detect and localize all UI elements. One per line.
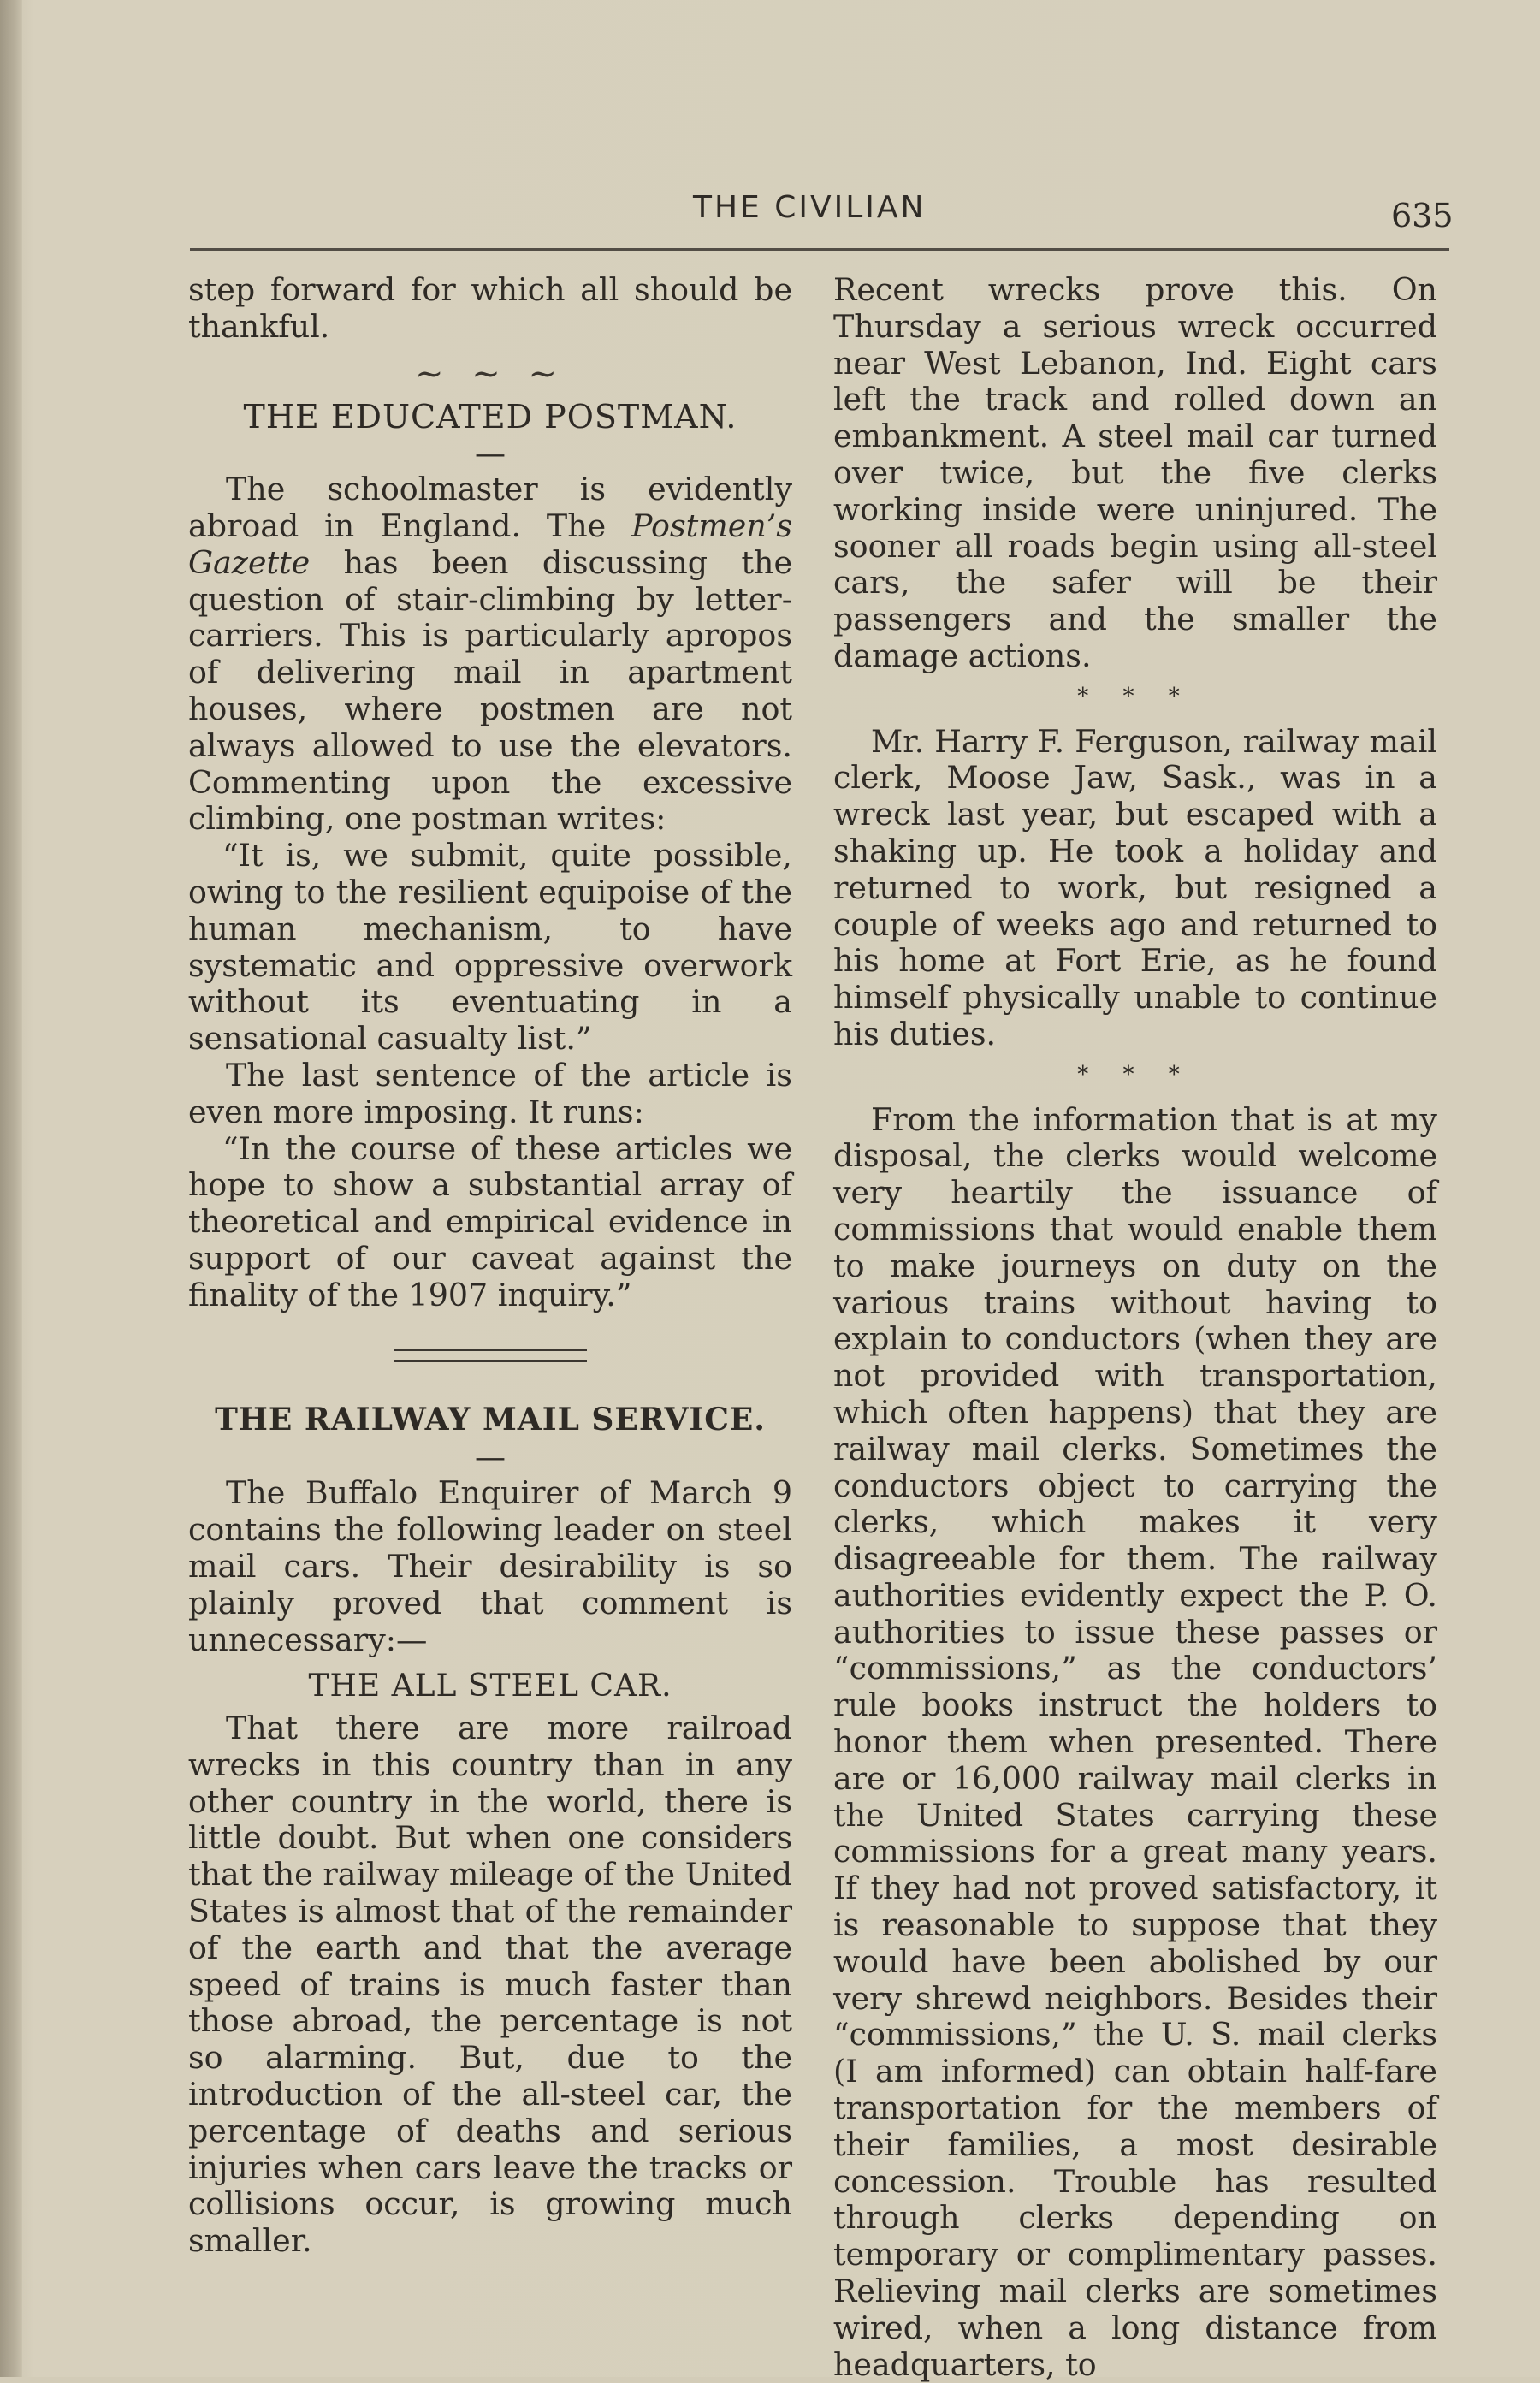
publication-title: Postmen’s Gazette <box>188 507 792 581</box>
header-rule <box>190 248 1449 251</box>
heading-dash: — <box>475 436 506 472</box>
section-separator-stars: * * * <box>1077 683 1194 709</box>
heading-educated-postman: THE EDUCATED POSTMAN. <box>243 398 737 436</box>
heading-railway-mail-service: THE RAILWAY MAIL SERVICE. <box>215 1401 766 1438</box>
heading-dash: — <box>475 1440 506 1476</box>
paragraph-recent-wrecks: Recent wrecks prove this. On Thursday a serious wreck occurred near West Lebanon, Ind. Eight cars left the track and rolled down an embankment. A steel mail car turned over twice, but the five clerks working inside were uninjured. The sooner all roads begin using all-steel cars, the safer will be their passengers and the smaller the damage actions. <box>833 271 1437 674</box>
quote-resilient-equipoise: “It is, we submit, quite possible, owing to the resilient equipoise of the human mechanism, to have systematic and oppressive overwork without its eventuating in a sensational casualty list.” <box>188 837 792 1058</box>
heading-all-steel-car: THE ALL STEEL CAR. <box>308 1669 672 1704</box>
paragraph-last-sentence: The last sentence of the article is even more imposing. It runs: <box>188 1056 792 1130</box>
paragraph-ferguson: Mr. Harry F. Ferguson, railway mail clerk, Moose Jaw, Sask., was in a wreck last year, but escaped with a shaking up. He took a holiday and returned to work, but resigned a couple of weeks ago and returned to his home at Fort Erie, as he found himself physically unable to continue his duties. <box>833 722 1437 1052</box>
running-head: THE CIVILIAN <box>693 190 927 225</box>
section-separator-stars: * * * <box>1077 1061 1194 1088</box>
paragraph-text: has been discussing the question of stair-climbing by letter-carriers. This is particularly apropos of delivering mail in apartment houses, where postmen are not always allowed to use the elevators. Commenting upon the excessive climbing, one postman writes: <box>188 543 792 838</box>
left-column <box>188 272 792 2260</box>
paragraph-schoolmaster <box>188 471 792 838</box>
section-divider <box>394 1349 587 1362</box>
section-flourish: ~ ~ ~ <box>415 353 566 394</box>
right-column <box>833 272 1437 2383</box>
paragraph-text: The schoolmaster is evidently abroad in England. The <box>188 471 792 544</box>
paragraph-buffalo-enquirer: The Buffalo Enquirer of March 9 contains the following leader on steel mail cars. Their desirability is so plainly proved that comment is unnecessary:— <box>188 1474 792 1658</box>
paragraph-continued: step forward for which all should be thankful. <box>188 271 792 345</box>
paragraph-commissions: From the information that is at my disposal, the clerks would welcome very heartily the issuance of commissions that would enable them to make journeys on duty on the various trains without having to explain to conductors (when they are not provided with transportation, which often happens) that they are railway mail clerks. Sometimes the conductors object to carrying the clerks, which makes it very disagreeable for them. The railway authorities evidently expect the P. O. authorities to issue these passes or “commissions,” as the conductors’ rule books instruct the holders to honor them when presented. There are or 16,000 railway mail clerks in the United States carrying these commissions for a great many years. If they had not proved satisfactory, it is reasonable to suppose that they would have been abolished by our very shrewd neighbors. Besides their “commissions,” the U. S. mail clerks (I am informed) can obtain half-fare transportation for the members of their families, a most desirable concession. Trouble has resulted through clerks depending on temporary or complimentary passes. Relieving mail clerks are sometimes wired, when a long distance from headquarters, to <box>833 1100 1437 2383</box>
page-number: 635 <box>1391 197 1454 234</box>
quote-1907-inquiry: “In the course of these articles we hope to show a substantial array of theoretical and empirical evidence in support of our caveat against the finality of the 1907 inquiry.” <box>188 1129 792 1313</box>
page-binding-edge <box>0 0 22 2377</box>
paragraph-railroad-wrecks: That there are more railroad wrecks in this country than in any other country in the world, there is little doubt. But when one considers that the railway mileage of the United States is almost that of the remainder of the earth and that the average speed of trains is much faster than those abroad, the percentage is not so alarming. But, due to the introduction of the all-steel car, the percentage of deaths and serious injuries when cars leave the tracks or collisions occur, is growing much smaller. <box>188 1710 792 2260</box>
